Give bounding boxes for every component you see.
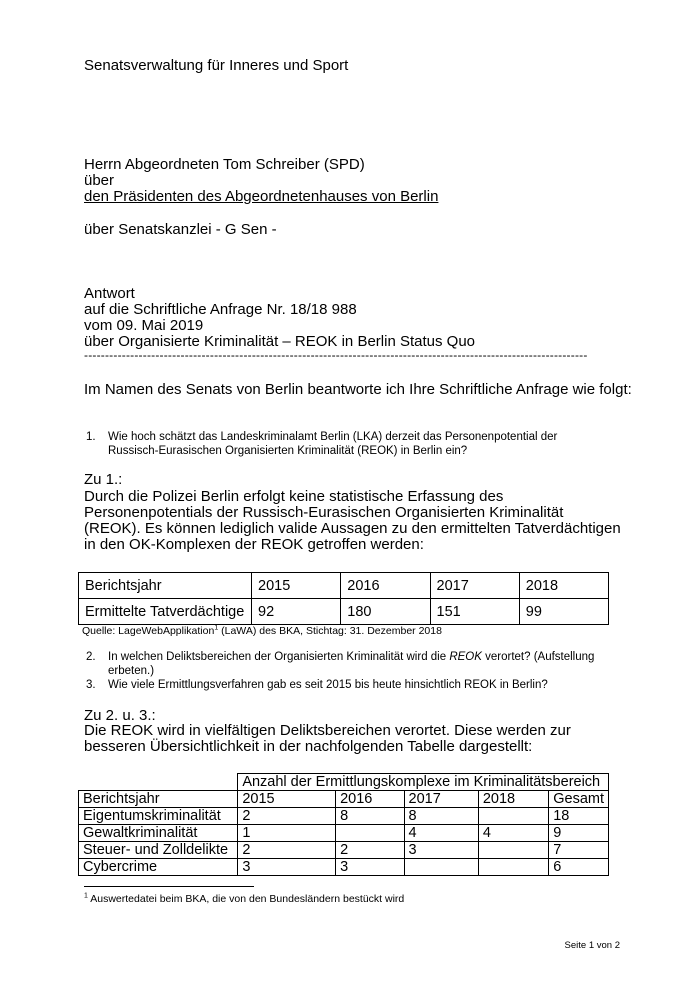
table-cell: Gewaltkriminalität xyxy=(79,825,238,842)
table-cell: Cybercrime xyxy=(79,859,238,876)
table-cell xyxy=(478,842,548,859)
answer-2-3-heading: Zu 2. u. 3.: xyxy=(84,707,156,724)
table-row xyxy=(79,791,609,808)
footnote-marker: 1 xyxy=(84,892,88,900)
table-cell: 2018 xyxy=(519,573,608,599)
footnote xyxy=(84,893,404,905)
suspects-table xyxy=(78,572,609,625)
department-header: Senatsverwaltung für Inneres und Sport xyxy=(84,57,349,74)
inquiry-subject: über Organisierte Kriminalität – REOK in Berlin Status Quo xyxy=(84,333,476,350)
senate-chancellery-line: über Senatskanzlei - G Sen - xyxy=(84,221,277,238)
question-text xyxy=(108,650,606,678)
questions-2-3 xyxy=(86,650,606,692)
table-cell: 151 xyxy=(430,599,519,625)
question-number: 2. xyxy=(86,651,96,663)
table-cell: 3 xyxy=(336,859,404,876)
table-row xyxy=(79,842,609,859)
table-cell: 180 xyxy=(341,599,430,625)
answer-2-3-text: Die REOK wird in vielfältigen Deliktsbereichen verortet. Diese werden zur besseren Übersichtlichkeit in der nachfolgenden Tabelle dargestellt: xyxy=(84,722,571,755)
table-cell: 2015 xyxy=(238,791,336,808)
footnote-marker: 1 xyxy=(214,624,219,632)
table-cell: 8 xyxy=(336,808,404,825)
question-text-part: verortet? (Aufstellung erbeten.) xyxy=(108,651,595,677)
table-row xyxy=(79,599,609,625)
source-prefix: Quelle: LageWebApplikation xyxy=(82,625,215,637)
page-number: Seite 1 von 2 xyxy=(564,940,620,951)
table-row xyxy=(79,859,609,876)
table-header-row xyxy=(79,774,609,791)
table-group-header: Anzahl der Ermittlungskomplexe im Kriminalitätsbereich xyxy=(238,774,609,791)
question-text: Wie hoch schätzt das Landeskriminalamt Berlin (LKA) derzeit das Personenpotential der Russisch-Eurasischen Organisierten Kriminalität (REOK) in Berlin ein? xyxy=(108,431,558,457)
table-cell: 99 xyxy=(519,599,608,625)
question-text-part: In welchen Deliktsbereichen der Organisierten Kriminalität wird die xyxy=(108,651,450,663)
question-number: 3. xyxy=(86,679,96,691)
table-cell: Gesamt xyxy=(549,791,609,808)
question-number: 1. xyxy=(86,431,96,443)
table-source-note xyxy=(82,625,442,637)
source-suffix: (LaWA) des BKA, Stichtag: 31. Dezember 2018 xyxy=(218,625,442,637)
table-cell: 8 xyxy=(404,808,478,825)
table-cell: 2017 xyxy=(430,573,519,599)
table-cell: 2 xyxy=(238,808,336,825)
table-cell: 7 xyxy=(549,842,609,859)
via-line: über xyxy=(84,172,115,189)
dashed-separator: ------------------------------------------------------------------------------------------------------------------------ xyxy=(84,350,588,360)
table-cell: 3 xyxy=(238,859,336,876)
table-cell: 9 xyxy=(549,825,609,842)
table-cell: Eigentumskriminalität xyxy=(79,808,238,825)
table-cell: 6 xyxy=(549,859,609,876)
inquiry-number: auf die Schriftliche Anfrage Nr. 18/18 988 xyxy=(84,301,357,318)
table-row xyxy=(79,808,609,825)
answer-1-text: Durch die Polizei Berlin erfolgt keine statistische Erfassung des Personenpotentials der Russisch-Eurasischen Organisierten Kriminalität (REOK). Es können lediglich valide Aussagen zu den ermittelten Tatverdächtigen in den OK-Komplexen der REOK getroffen werden: xyxy=(84,488,621,553)
table-cell: 2018 xyxy=(478,791,548,808)
table-cell xyxy=(404,859,478,876)
table-cell: Steuer- und Zolldelikte xyxy=(79,842,238,859)
inquiry-date: vom 09. Mai 2019 xyxy=(84,317,204,334)
table-cell: 1 xyxy=(238,825,336,842)
answer-title: Antwort xyxy=(84,285,135,302)
investigation-complexes-table xyxy=(78,773,609,876)
table-cell xyxy=(478,808,548,825)
table-row xyxy=(79,573,609,599)
table-cell: 2 xyxy=(336,842,404,859)
question-text: Wie viele Ermittlungsverfahren gab es seit 2015 bis heute hinsichtlich REOK in Berlin? xyxy=(108,679,548,691)
table-cell: 2016 xyxy=(341,573,430,599)
question-text-italic: REOK xyxy=(449,651,482,663)
footnote-divider xyxy=(84,886,254,887)
table-cell-empty xyxy=(79,774,238,791)
table-cell: Ermittelte Tatverdächtige xyxy=(79,599,252,625)
president-line: den Präsidenten des Abgeordnetenhauses von Berlin xyxy=(84,188,439,205)
table-cell: 2015 xyxy=(252,573,341,599)
footnote-text: Auswertedatei beim BKA, die von den Bundesländern bestückt wird xyxy=(87,893,405,905)
table-cell: Berichtsjahr xyxy=(79,791,238,808)
recipient-line: Herrn Abgeordneten Tom Schreiber (SPD) xyxy=(84,156,365,173)
table-cell: 4 xyxy=(404,825,478,842)
intro-paragraph: Im Namen des Senats von Berlin beantworte ich Ihre Schriftliche Anfrage wie folgt: xyxy=(84,381,632,398)
question-1 xyxy=(86,430,606,458)
table-cell: 92 xyxy=(252,599,341,625)
table-cell xyxy=(478,859,548,876)
table-cell: 18 xyxy=(549,808,609,825)
table-cell: 4 xyxy=(478,825,548,842)
table-cell xyxy=(336,825,404,842)
table-cell: 2017 xyxy=(404,791,478,808)
table-row xyxy=(79,825,609,842)
table-cell: 3 xyxy=(404,842,478,859)
table-cell: 2 xyxy=(238,842,336,859)
table-cell: 2016 xyxy=(336,791,404,808)
answer-1-heading: Zu 1.: xyxy=(84,471,123,488)
table-cell: Berichtsjahr xyxy=(79,573,252,599)
